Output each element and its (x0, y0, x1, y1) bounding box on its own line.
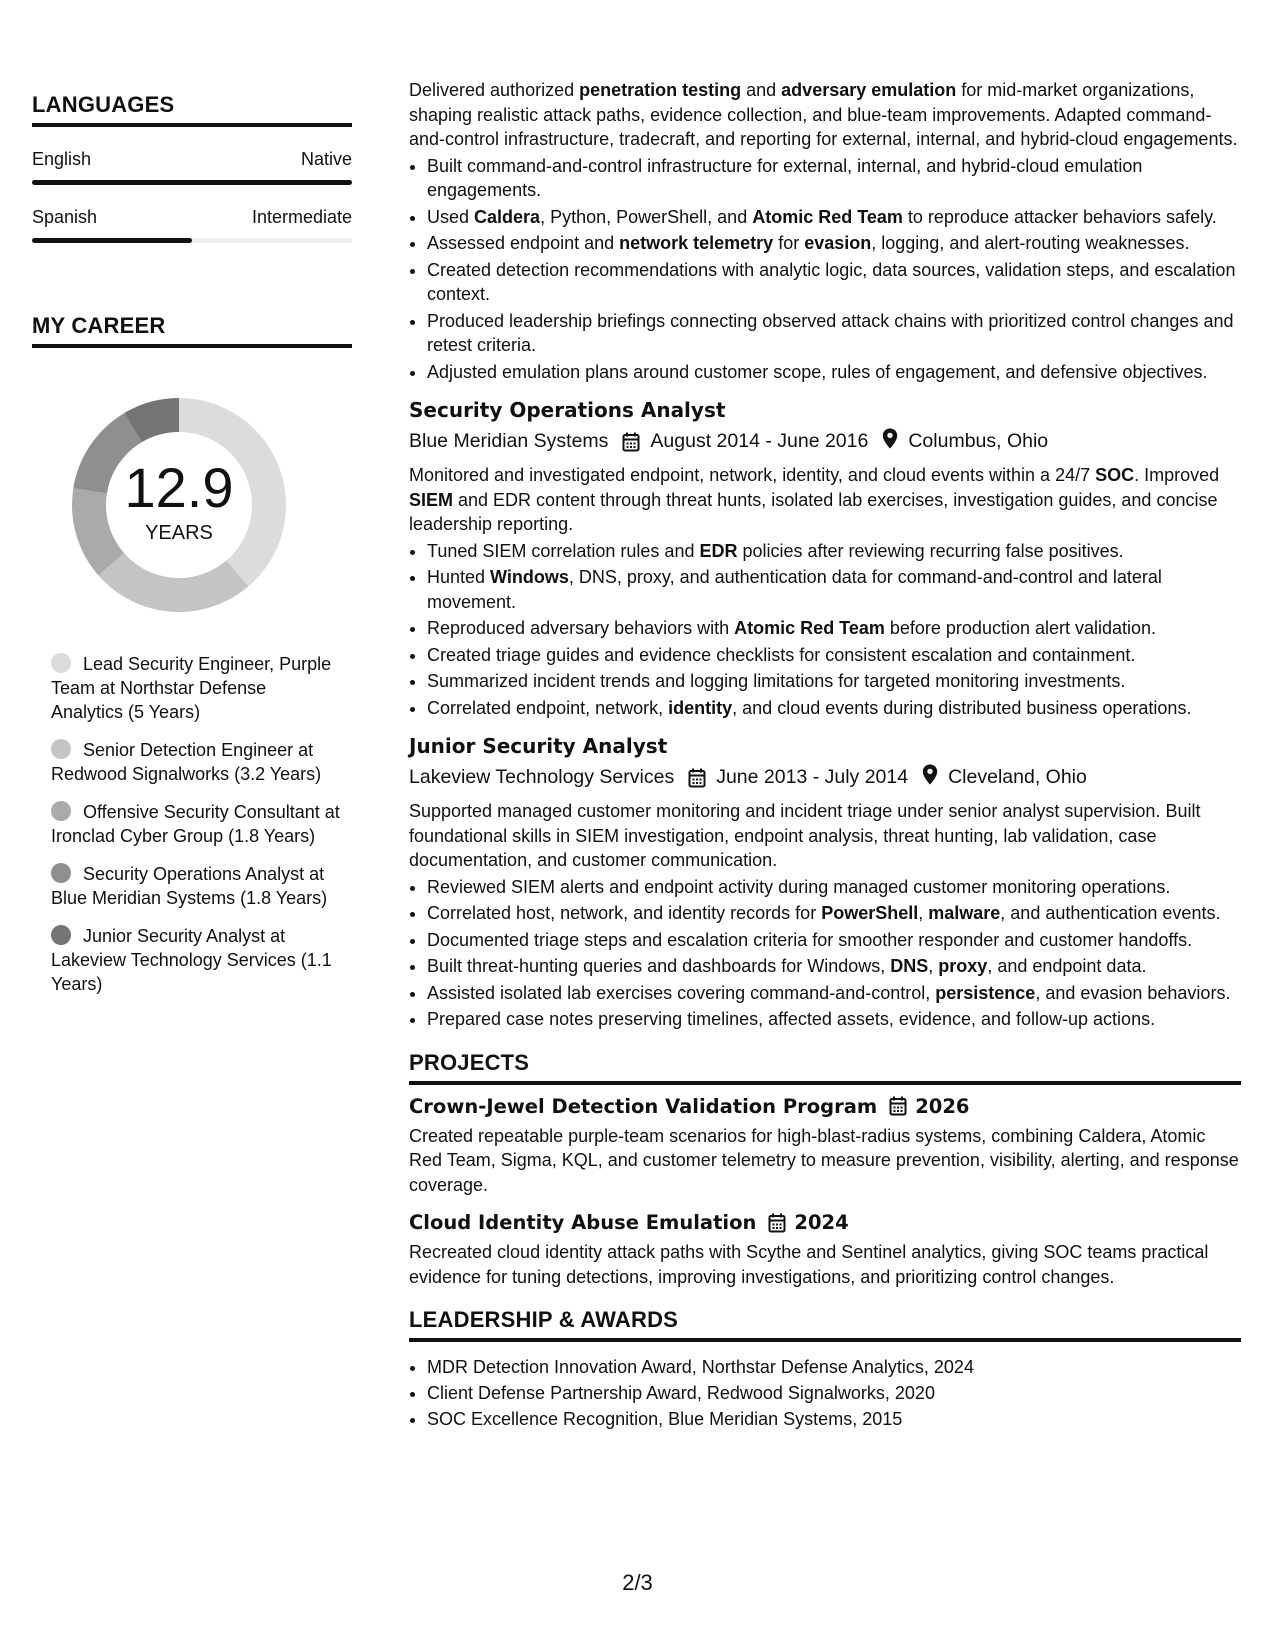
career-heading: MY CAREER (32, 313, 352, 348)
bold-keyword: Atomic Red Team (734, 618, 885, 638)
bullet-item: • Correlated host, network, and identity records for PowerShell, malware, and authentication events. (427, 901, 1241, 926)
legend-dot (51, 739, 71, 759)
bullet-item: • Assessed endpoint and network telemetry for evasion, logging, and alert-routing weaknesses. (427, 231, 1241, 256)
job-company: Lakeview Technology Services (409, 766, 675, 788)
bullet-item: • Tuned SIEM correlation rules and EDR policies after reviewing recurring false positives. (427, 539, 1241, 564)
legend-dot (51, 863, 71, 883)
bullet-item: • Created detection recommendations with analytic logic, data sources, validation steps, and escalation context. (427, 258, 1241, 307)
career-donut-chart (66, 392, 292, 618)
languages-heading: LANGUAGES (32, 92, 352, 127)
bold-keyword: persistence (935, 982, 1036, 1003)
project-year: 2024 (794, 1211, 849, 1234)
job-location: Columbus, Ohio (908, 430, 1049, 452)
map-pin-icon (922, 764, 938, 791)
language-bar (32, 180, 352, 185)
legend-dot (51, 653, 71, 673)
bold-keyword: penetration testing (579, 80, 742, 100)
bold-keyword: SIEM (409, 489, 454, 510)
bullet-item: • Built command-and-control infrastructure for external, internal, and hybrid-cloud emulation engagements. (427, 154, 1241, 203)
job-dates: June 2013 - July 2014 (716, 766, 909, 788)
map-pin-icon (882, 428, 898, 455)
bold-keyword: adversary emulation (781, 80, 957, 100)
bold-keyword: EDR (699, 540, 738, 561)
language-name: Spanish (32, 207, 98, 227)
bullet-item: • Documented triage steps and escalation criteria for smoother responder and customer handoffs. (427, 928, 1241, 953)
language-english (32, 149, 352, 185)
bullet-item: • Produced leadership briefings connecting observed attack chains with prioritized control changes and retest criteria. (427, 309, 1241, 358)
project-entry (409, 1211, 1241, 1289)
career-legend (51, 652, 341, 996)
bullet-item: • Correlated endpoint, network, identity, and cloud events during distributed business operations. (427, 696, 1241, 721)
legend-dot (51, 925, 71, 945)
awards-list (409, 1354, 1241, 1432)
language-level: Native (300, 149, 352, 169)
bold-keyword: network telemetry (619, 233, 774, 253)
language-spanish (32, 207, 352, 243)
job-meta (409, 764, 1241, 791)
job-entry (409, 734, 1241, 1032)
right-column (409, 78, 1241, 1432)
bold-keyword: SOC (1095, 465, 1135, 485)
legend-item (51, 652, 341, 724)
award-item: • Client Defense Partnership Award, Redwood Signalworks, 2020 (427, 1380, 1241, 1406)
projects-heading: PROJECTS (409, 1050, 1241, 1085)
language-bar (32, 238, 352, 243)
page-number: 2/3 (622, 1570, 653, 1595)
legend-item (51, 862, 341, 910)
bullet-item: • Adjusted emulation plans around customer scope, rules of engagement, and defensive objectives. (427, 360, 1241, 385)
calendar-icon (768, 1213, 786, 1233)
job-meta (409, 428, 1241, 455)
career-total-years: 12.9 (124, 455, 234, 519)
job-title: Security Operations Analyst (409, 398, 726, 422)
bold-keyword: proxy (938, 956, 988, 976)
bold-keyword: evasion (804, 233, 872, 253)
bold-keyword: Caldera (474, 206, 541, 227)
bullet-item: • Assisted isolated lab exercises covering command-and-control, persistence, and evasion behaviors. (427, 981, 1241, 1006)
award-item: • MDR Detection Innovation Award, Northstar Defense Analytics, 2024 (427, 1354, 1241, 1380)
bullet-item: • Used Caldera, Python, PowerShell, and Atomic Red Team to reproduce attacker behaviors safely. (427, 205, 1241, 230)
bullet-item: • Reviewed SIEM alerts and endpoint activity during managed customer monitoring operations. (427, 875, 1241, 900)
job-description: Delivered authorized penetration testing and adversary emulation for mid-market organizations, shaping realistic attack paths, evidence collection, and blue-team improvements. Adapted command-and-control infrastructure, tradecraft, and reporting for external, internal, and hybrid-cloud engagements. (409, 80, 1238, 149)
bullet-item: • Created triage guides and evidence checklists for consistent escalation and containment. (427, 643, 1241, 668)
bullet-item: • Built threat-hunting queries and dashboards for Windows, DNS, proxy, and endpoint data. (427, 954, 1241, 979)
job-description: Supported managed customer monitoring and incident triage under senior analyst supervision. Built foundational skills in SIEM investigation, endpoint analysis, threat hunting, lab validation, case documentation, and customer communication. (409, 801, 1201, 870)
job-description: Monitored and investigated endpoint, network, identity, and cloud events within a 24/7 SOC. Improved SIEM and EDR content through threat hunts, isolated lab exercises, investigation guides, and concise leadership reporting. (409, 465, 1220, 534)
language-bar-fill (32, 180, 352, 185)
job-entry (409, 398, 1241, 720)
job-title: Junior Security Analyst (409, 734, 668, 758)
bullet-item: • Summarized incident trends and logging limitations for targeted monitoring investments. (427, 669, 1241, 694)
legend-item (51, 924, 341, 996)
language-name: English (32, 149, 92, 169)
bullet-item: • Hunted Windows, DNS, proxy, and authentication data for command-and-control and lateral movement. (427, 565, 1241, 614)
project-entry (409, 1095, 1241, 1198)
job-bullets (409, 875, 1241, 1032)
legend-label: Security Operations Analyst at Blue Meridian Systems (1.8 Years) (51, 864, 328, 908)
calendar-icon (622, 432, 640, 452)
language-bar-fill (32, 238, 192, 243)
project-description: Created repeatable purple-team scenarios for high-blast-radius systems, combining Caldera, Atomic Red Team, Sigma, KQL, and customer telemetry to measure prevention, visibility, alerting, and response coverage. (409, 1125, 1239, 1195)
bold-keyword: malware (928, 903, 1001, 923)
awards-heading: LEADERSHIP & AWARDS (409, 1307, 1241, 1342)
legend-item (51, 738, 341, 786)
job-dates: August 2014 - June 2016 (650, 430, 869, 452)
bold-keyword: Atomic Red Team (752, 206, 903, 227)
calendar-icon (688, 768, 706, 788)
legend-item (51, 800, 341, 848)
left-column (32, 92, 352, 1010)
bold-keyword: identity (668, 697, 733, 718)
legend-dot (51, 801, 71, 821)
project-year: 2026 (915, 1094, 970, 1118)
legend-label: Lead Security Engineer, Purple Team at Northstar Defense Analytics (5 Years) (51, 654, 332, 722)
legend-label: Offensive Security Consultant at Ironclad Cyber Group (1.8 Years) (51, 802, 340, 846)
career-total-unit: YEARS (145, 521, 213, 544)
job-bullets (409, 154, 1241, 385)
bullet-item: • Reproduced adversary behaviors with Atomic Red Team before production alert validation. (427, 616, 1241, 641)
bold-keyword: DNS (890, 956, 929, 976)
award-item: • SOC Excellence Recognition, Blue Meridian Systems, 2015 (427, 1406, 1241, 1432)
language-level: Intermediate (251, 207, 352, 227)
project-name: Cloud Identity Abuse Emulation (409, 1211, 757, 1234)
bold-keyword: Windows (490, 567, 569, 587)
job-location: Cleveland, Ohio (948, 766, 1087, 788)
legend-label: Junior Security Analyst at Lakeview Technology Services (1.1 Years) (51, 926, 332, 994)
project-name: Crown-Jewel Detection Validation Program (409, 1094, 878, 1118)
job-company: Blue Meridian Systems (409, 430, 609, 452)
bold-keyword: PowerShell (821, 903, 919, 923)
bullet-item: • Prepared case notes preserving timelines, affected assets, evidence, and follow-up actions. (427, 1007, 1241, 1032)
calendar-icon (889, 1096, 907, 1116)
legend-label: Senior Detection Engineer at Redwood Signalworks (3.2 Years) (51, 740, 322, 784)
project-description: Recreated cloud identity attack paths with Scythe and Sentinel analytics, giving SOC teams practical evidence for tuning detections, improving investigations, and prioritizing control changes. (409, 1242, 1209, 1287)
job-bullets (409, 539, 1241, 721)
